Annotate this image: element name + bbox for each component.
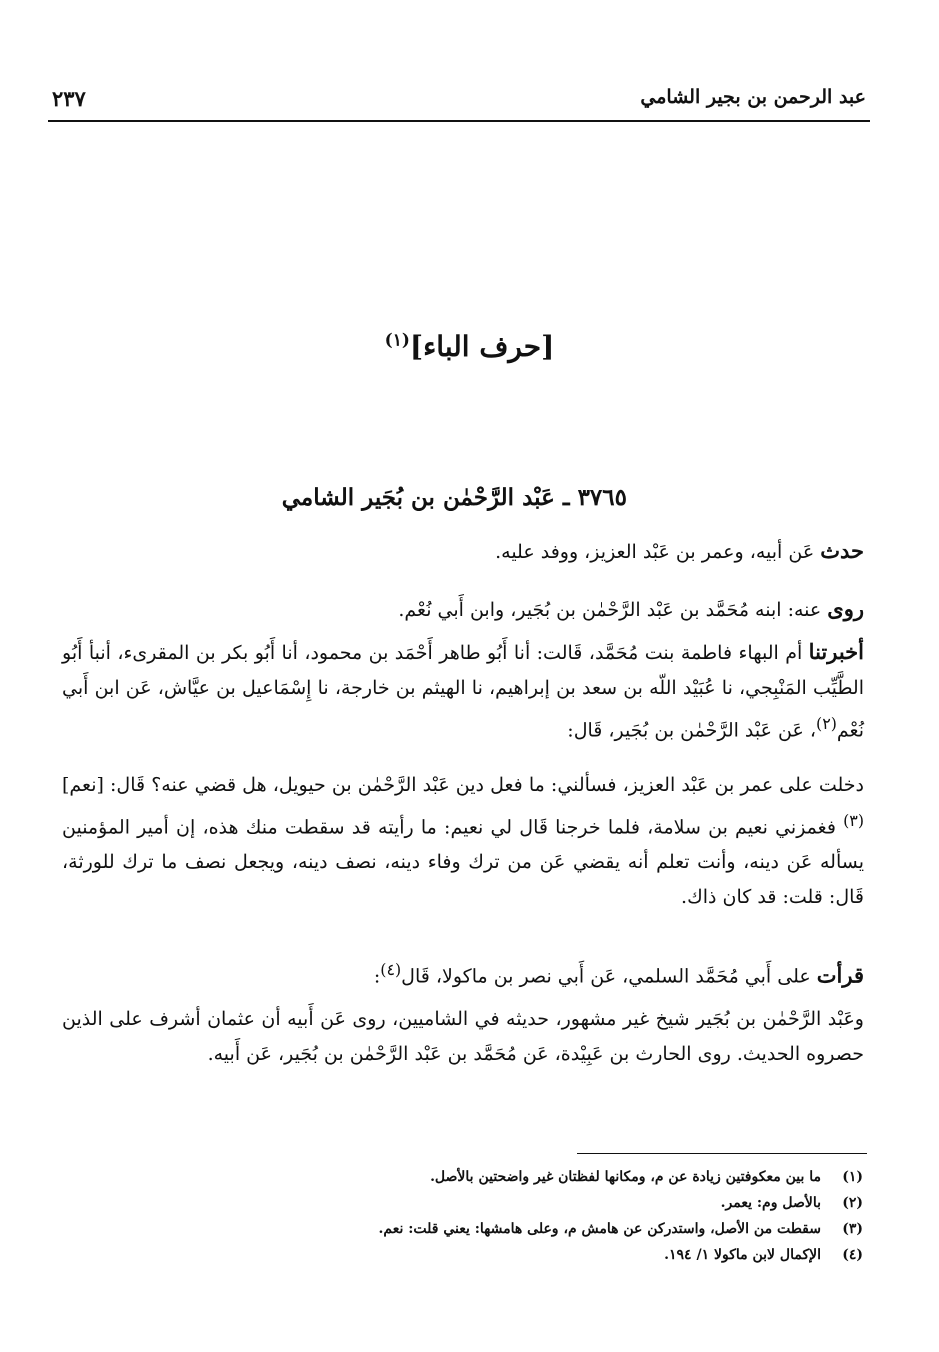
paragraph-text: أم البهاء فاطمة بنت مُحَمَّد، قَالت: أنا أَبُو طاهر أَحْمَد بن محمود، أنا أَبُو بكر بن المقرىء، أنبأ أَبُو الطَّيِّب المَنْبِجي، نا عُبَيْد اللّه بن سعد بن إبراهيم، نا الهيثم بن خارجة، نا إِسْمَاعيل بن عيَّاش، عَن ابن أَبي نُعْم: [62, 642, 864, 742]
running-header: [48, 86, 870, 122]
footnote-item: [163, 1242, 863, 1268]
paragraph-narrated: [62, 533, 864, 570]
footnote-number: (٤): [842, 1247, 863, 1263]
paragraph-narrators: [62, 591, 864, 628]
paragraph-isnad: [62, 634, 864, 748]
paragraph-text: دخلت على عمر بن عَبْد العزيز، فسألني: ما فعل دين عَبْد الرَّحْمٰن بن حيويل، هل قضي عنه؟ قَال: [نعم]: [62, 774, 864, 796]
paragraph-lead: روى: [827, 596, 864, 621]
page-number: ٢٣٧: [52, 86, 86, 111]
paragraph-text: على أَبي مُحَمَّد السلمي، عَن أَبي نصر بن ماكولا، قَال: [401, 965, 817, 988]
running-title: عبد الرحمن بن بجير الشامي: [640, 86, 866, 108]
paragraph-lead: قرأت: [816, 962, 864, 988]
footnote-number: (٢): [842, 1195, 863, 1211]
footnote-number: (١): [842, 1169, 863, 1185]
paragraph-matn: [62, 768, 864, 915]
footnote-text: بالأصل وم: يعمر.: [720, 1195, 821, 1211]
paragraph-text: وعَبْد الرَّحْمٰن بن بُجَير شيخ غير مشهور، حديثه في الشاميين، روى عَن أَبيه أن عثمان أشرف على الذين حصروه الحديث. روى الحارث بن عَبِيْدة، عَن مُحَمَّد بن عَبْد الرَّحْمٰن بن بُجَير، عَن أَبيه.: [62, 1008, 864, 1065]
paragraph-quotation: [62, 1002, 864, 1072]
footnote-ref: (٣): [843, 811, 864, 830]
section-heading-note-ref: (١): [384, 330, 410, 351]
footnote-item: [163, 1216, 863, 1242]
footnote-ref: (٤): [380, 960, 402, 979]
paragraph-reading: [62, 952, 864, 994]
footnote-text: ما بين معكوفتين زيادة عن م، ومكانها لفظتان غير واضحتين بالأصل.: [430, 1169, 821, 1185]
paragraph-lead: حدث: [820, 538, 864, 563]
footnote-item: [163, 1164, 863, 1190]
paragraph-text-after: ، عَن عَبْد الرَّحْمٰن بن بُجَير، قَال:: [567, 719, 816, 742]
footnote-divider: [577, 1153, 867, 1154]
footnote-number: (٣): [842, 1221, 863, 1237]
section-heading-text: [حرف الباء]: [409, 330, 555, 363]
footnote-item: [163, 1190, 863, 1216]
paragraph-text-after: فغمزني نعيم بن سلامة، فلما خرجنا قَال لي نعيم: ما رأيته قد سقطت منك هذه، إن أمير المؤمنين يسأله عَن دينه، وأنت تعلم أنه يقضي عَن من ترك وفاء دينه، نصف دينه، ويجعل نصف ما ترك للورثة، قَال: قلت: قد كان ذاك.: [62, 816, 864, 909]
footnotes: [163, 1164, 863, 1268]
section-heading: [0, 330, 939, 363]
footnote-ref: (٢): [816, 714, 837, 733]
paragraph-text-after: :: [373, 965, 381, 988]
entry-title: ٣٧٦٥ ـ عَبْد الرَّحْمٰن بن بُجَير الشامي: [281, 484, 627, 511]
paragraph-text: عَن أبيه، وعمر بن عَبْد العزيز، ووفد عليه.: [495, 541, 821, 563]
paragraph-text: عنه: ابنه مُحَمَّد بن عَبْد الرَّحْمٰن بن بُجَير، وابن أَبي نُعْم.: [398, 599, 828, 621]
footnote-text: سقطت من الأصل، واستدركن عن هامش م، وعلى هامشها: يعني قلت: نعم.: [378, 1221, 821, 1237]
paragraph-lead: أخبرتنا: [808, 639, 864, 664]
footnote-text: الإكمال لابن ماكولا ١/ ١٩٤.: [664, 1247, 821, 1263]
